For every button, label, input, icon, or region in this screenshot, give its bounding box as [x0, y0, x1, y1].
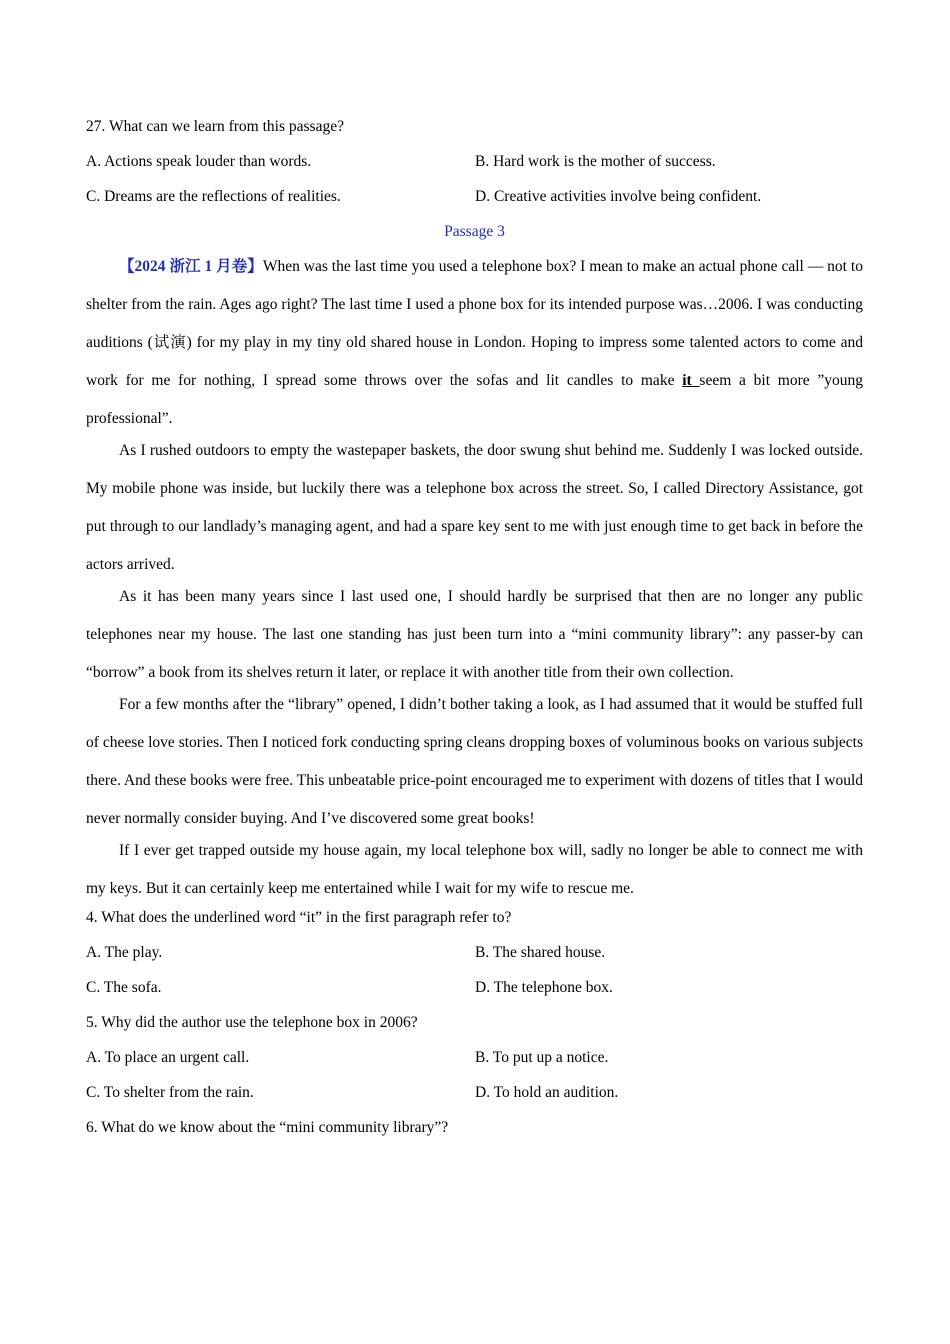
question-27-option-d: D. Creative activities involve being confident.	[475, 188, 762, 205]
question-27-option-c: C. Dreams are the reflections of realities.	[86, 188, 341, 205]
question-27-option-a: A. Actions speak louder than words.	[86, 153, 312, 170]
question-5: 5. Why did the author use the telephone box in 2006?	[86, 1014, 418, 1031]
exam-source-tag: 【2024 浙江 1 月卷】	[119, 258, 263, 275]
question-27-options-row-1	[86, 149, 863, 184]
question-4-options-row-2	[86, 975, 863, 1010]
paragraph-2: As I rushed outdoors to empty the wastepaper baskets, the door swung shut behind me. Suddenly I was locked outside. My mobile phone was inside, but luckily there was a telephone box across the street. So, I called Directory Assistance, got put through to our landlady’s managing agent, and had a spare key sent to me with just enough time to get back in before the actors arrived.	[86, 442, 863, 573]
paragraph-3: As it has been many years since I last used one, I should hardly be surprised that then are no longer any public telephones near my house. The last one standing has just been turn into a “mini community library”: any passer-by can “borrow” a book from its shelves return it later, or replace it with another title from their own collection.	[86, 588, 863, 681]
question-5-option-c: C. To shelter from the rain.	[86, 1084, 254, 1101]
question-4: 4. What does the underlined word “it” in the first paragraph refer to?	[86, 909, 512, 926]
paragraph-1	[86, 248, 863, 438]
question-4-option-a: A. The play.	[86, 944, 163, 961]
question-4-option-d: D. The telephone box.	[475, 979, 613, 996]
paragraph-1-text-end: seem a bit more ”young professional”.	[86, 372, 863, 427]
question-5-option-a: A. To place an urgent call.	[86, 1049, 250, 1066]
question-5-options-row-2	[86, 1080, 863, 1115]
passage-title: Passage 3	[444, 223, 505, 240]
question-5-option-b: B. To put up a notice.	[475, 1049, 609, 1066]
question-27: 27. What can we learn from this passage?	[86, 118, 344, 135]
paragraph-4: For a few months after the “library” opened, I didn’t bother taking a look, as I had assumed that it would be stuffed full of cheese love stories. Then I noticed fork conducting spring cleans dropping boxes of voluminous books on various subjects there. And these books were free. This unbeatable price-point encouraged me to experiment with dozens of titles that I would never normally consider buying. And I’ve discovered some great books!	[86, 696, 863, 827]
underlined-word-it: it	[682, 372, 700, 389]
question-27-options-row-2	[86, 184, 863, 219]
question-4-options-row-1	[86, 940, 863, 975]
question-4-option-b: B. The shared house.	[475, 944, 606, 961]
question-6: 6. What do we know about the “mini community library”?	[86, 1119, 449, 1136]
paragraph-5: If I ever get trapped outside my house again, my local telephone box will, sadly no longer be able to connect me with my keys. But it can certainly keep me entertained while I wait for my wife to rescue me.	[86, 842, 863, 897]
question-4-option-c: C. The sofa.	[86, 979, 162, 996]
paragraph-1-text: When was the last time you used a telephone box? I mean to make an actual phone call — not to shelter from the rain. Ages ago right? The last time I used a phone box for its intended purpose was…2006. I was conducting auditions (试演) for my play in my tiny old shared house in London. Hoping to impress some talented actors to come and work for me for nothing, I spread some throws over the sofas and lit candles to make	[86, 258, 863, 389]
question-5-options-row-1	[86, 1045, 863, 1080]
question-5-option-d: D. To hold an audition.	[475, 1084, 619, 1101]
page-content	[86, 114, 863, 1150]
question-27-option-b: B. Hard work is the mother of success.	[475, 153, 716, 170]
